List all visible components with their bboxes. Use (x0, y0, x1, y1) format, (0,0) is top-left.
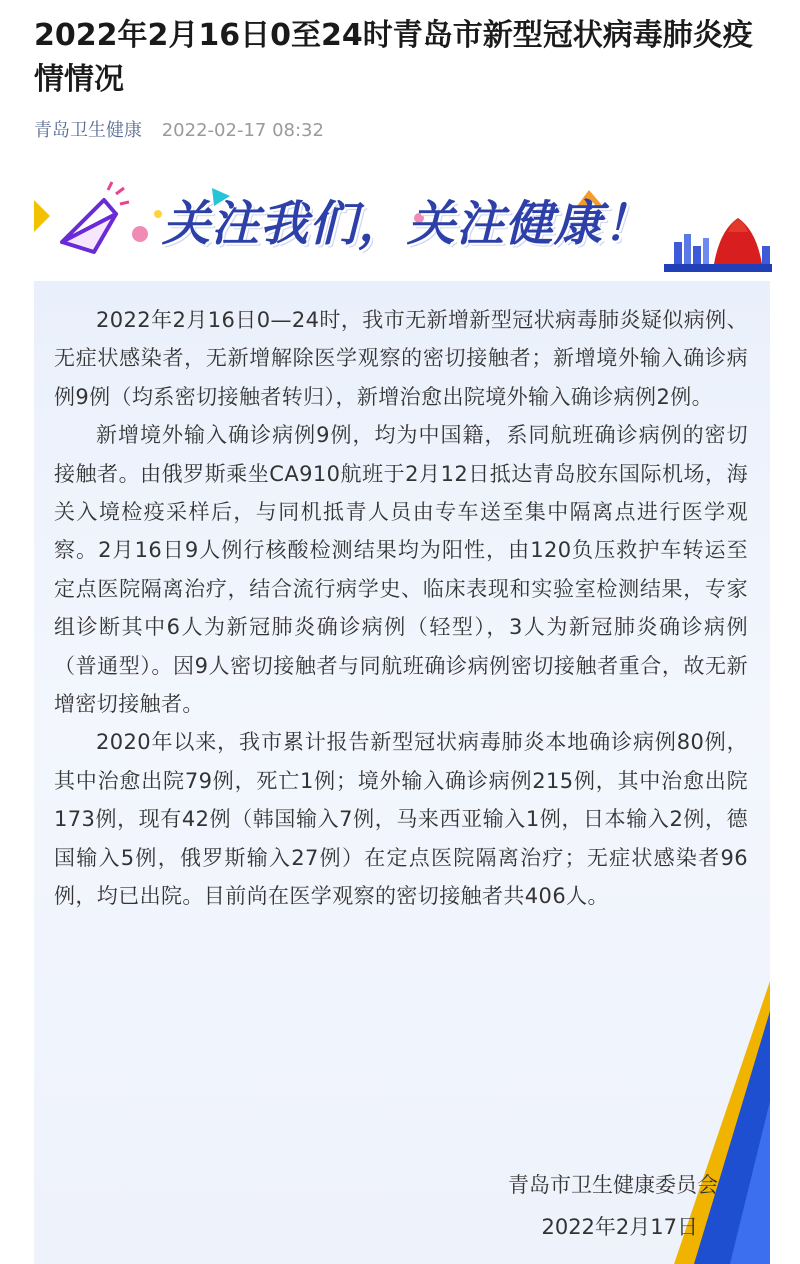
paragraph-1: 2022年2月16日0—24时，我市无新增新型冠状病毒肺炎疑似病例、无症状感染者，无新增解除医学观察的密切接触者；新增境外输入确诊病例9例（均系密切接触者转归），新增治愈出院境外输入确诊病例2例。 (54, 308, 748, 409)
signature-organization: 青岛市卫生健康委员会 (508, 1173, 718, 1197)
follow-banner (34, 180, 772, 276)
account-name-link[interactable]: 青岛卫生健康 (34, 120, 142, 141)
publish-time: 2022-02-17 08:32 (161, 120, 324, 141)
banner-slogan: 关注我们，关注健康！ (162, 196, 653, 252)
dot-decoration-icon (132, 226, 148, 242)
article-body (54, 301, 748, 916)
article-card (34, 281, 770, 1264)
article-meta (34, 118, 324, 144)
paragraph-3: 2020年以来，我市累计报告新型冠状病毒肺炎本地确诊病例80例，其中治愈出院79例，死亡1例；境外输入确诊病例215例，其中治愈出院173例，现有42例（韩国输入7例，马来西亚输入1例，日本输入2例，德国输入5例，俄罗斯输入27例）在定点医院隔离治疗；无症状感染者96例，均已出院。目前尚在医学观察的密切接触者共406人。 (54, 730, 748, 909)
signature-date: 2022年2月17日 (541, 1215, 698, 1239)
city-skyline-icon (664, 218, 772, 272)
paragraph-2: 新增境外输入确诊病例9例，均为中国籍，系同航班确诊病例的密切接触者。由俄罗斯乘坐CA910航班于2月12日抵达青岛胶东国际机场，海关入境检疫采样后，与同机抵青人员由专车送至集中隔离点进行医学观察。2月16日9人例行核酸检测结果均为阳性，由120负压救护车转运至定点医院隔离治疗，结合流行病学史、临床表现和实验室检测结果，专家组诊断其中6人为新冠肺炎确诊病例（轻型），3人为新冠肺炎确诊病例（普通型）。因9人密切接触者与同航班确诊病例密切接触者重合，故无新增密切接触者。 (54, 423, 748, 717)
article-title: 2022年2月16日0至24时青岛市新型冠状病毒肺炎疫情情况 (34, 18, 753, 97)
paper-plane-icon (62, 182, 129, 252)
triangle-decoration-icon (34, 200, 50, 232)
dot-decoration-icon (154, 210, 162, 218)
